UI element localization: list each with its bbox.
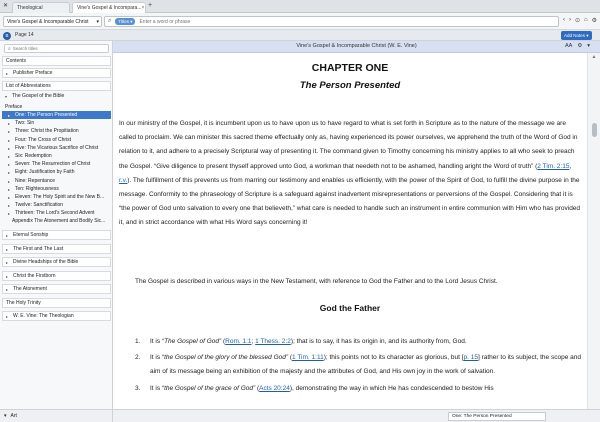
sidebar-item[interactable] [2,177,111,185]
chevron-right-icon[interactable]: ▸ [8,210,11,216]
sidebar-item-label: List of Abbreviations [6,83,51,89]
list-text: ( [255,384,260,392]
list-text: ( [221,338,226,345]
list-text: ); this points not to its character as glorious, but [ [323,354,464,362]
sidebar-search-box[interactable] [4,44,109,53]
section-heading: God the Father [319,303,381,313]
search-icon: ⌕ [108,18,112,24]
sidebar-item[interactable] [2,298,111,308]
chevron-right-icon[interactable]: ▸ [6,70,9,76]
sidebar-search-input[interactable] [13,46,103,51]
add-notes-button[interactable]: Add Notes ▾ [561,31,592,40]
scripture-link[interactable]: 2 Tim. 2:15 [537,162,570,170]
search-scope-dropdown[interactable]: Titles ▾ [115,18,135,25]
sidebar-item[interactable] [2,217,111,225]
scroll-thumb[interactable] [592,123,597,137]
chevron-right-icon[interactable]: ▸ [6,286,9,292]
toc-sidebar [0,41,113,409]
page-strip [0,30,600,41]
sidebar-item-label: The First and The Last [13,246,64,252]
sidebar-item[interactable] [2,201,111,209]
back-arrow-icon[interactable]: ‹ [563,17,565,23]
scripture-link[interactable]: Acts 20:24 [259,384,290,392]
list-number: 1. [135,338,141,345]
list-text: It is [150,354,162,362]
chevron-right-icon[interactable]: ▸ [8,161,11,167]
list-item [135,351,581,379]
numbered-list [135,335,581,398]
chevron-right-icon[interactable]: ▸ [8,194,11,200]
paragraph-text: ). The fulfillment of this prevents us from marring our testimony and enables us efficiently, with the power of the Spirit of God, to fulfill the divine purpose in the message. Conformity to the phraseology of Scripture is a safeguard against inadvertent misrepresentations or perversions of the Gospel. Considering that it is “the power of God unto salvation to every one that believeth,” what care is needed to handle such an instrument in entire communion with Him who has provided it, and in strict accordance with what His Word says concerning it! [119,176,581,227]
chevron-right-icon[interactable]: ▸ [6,259,9,265]
sidebar-item-label: The Holy Trinity [6,300,41,306]
chevron-right-icon[interactable]: ▸ [8,128,11,134]
sidebar-item[interactable] [2,257,111,267]
sidebar-item[interactable] [2,119,111,127]
sidebar-item-label: W. E. Vine: The Theologian [13,313,74,319]
search-input[interactable] [139,18,439,26]
toolbar [0,13,600,30]
sidebar-item-label: Nine: Repentance [15,178,56,184]
sidebar-footer-label: Art [10,413,17,419]
sidebar-item[interactable] [2,271,111,281]
location-field[interactable]: One: The Person Presented [448,412,546,421]
status-bar [113,409,600,422]
chevron-right-icon[interactable]: ▸ [8,169,11,175]
search-box[interactable] [104,16,559,27]
gear-icon[interactable]: ⚙ [577,43,583,49]
paragraph-text: , [569,162,572,170]
version-link[interactable]: r.v. [119,176,128,184]
list-number: 3. [135,384,141,392]
paragraph: The Gospel is described in various ways in the New Testament, with reference to God the Father and to the Lord Jesus Christ. [135,278,498,285]
sidebar-footer[interactable] [0,409,113,422]
book-icon[interactable]: B [3,32,11,40]
page-label: Page 14 [15,32,34,38]
sidebar-item[interactable] [2,152,111,160]
chevron-right-icon[interactable]: ▸ [8,137,11,143]
chevron-right-icon[interactable]: ▸ [8,178,11,184]
chevron-right-icon[interactable]: ▸ [8,202,11,208]
sidebar-item-label: Thirteen: The Lord's Second Advent [15,210,95,216]
scrollbar[interactable] [587,53,600,409]
reading-pane [113,53,587,409]
sidebar-item[interactable] [2,136,111,144]
tab-vines-gospel[interactable] [72,2,146,13]
sidebar-item-label: Eternal Sonship [13,232,49,238]
sidebar-item-label: Seven: The Resurrection of Christ [15,161,91,167]
sidebar-item[interactable] [2,92,111,100]
scripture-link[interactable]: 1 Tim. 1:11 [292,354,324,362]
sidebar-item[interactable] [2,144,111,152]
sidebar-item[interactable] [2,311,111,321]
tab-label: Vine's Gospel & Incompara... [77,5,142,11]
chevron-right-icon[interactable]: ▸ [6,246,9,252]
sidebar-item[interactable] [2,127,111,135]
sidebar-item-label: Christ the Firstborn [13,273,56,279]
sidebar-item[interactable] [2,284,111,294]
chevron-right-icon[interactable]: ▸ [8,112,11,118]
list-text: ), demonstrating the way in which He has condescended to bestow His [289,384,494,392]
sidebar-item[interactable] [2,193,111,201]
chevron-down-icon[interactable]: ▾ [587,43,591,49]
sidebar-item-label: Two: Sin [15,120,35,126]
sidebar-item[interactable] [2,68,111,78]
list-text: It is [150,384,162,392]
list-text: ] rather to its subject, the scope and aim of its message being an exhibition of the majesty and the attributes of God, and His own joy in the work of salvation. [150,354,581,376]
sidebar-item-label: Preface [5,104,23,110]
chevron-down-icon: ▾ [4,413,7,419]
content-header [113,41,600,53]
sidebar-item-label: Ten: Righteousness [15,186,59,192]
sidebar-item[interactable] [2,111,111,119]
search-icon: ⌕ [8,45,11,52]
sidebar-item-label: Publisher Preface [13,70,53,76]
sidebar-item-label: The Gospel of the Bible [12,93,65,99]
chapter-number: CHAPTER ONE [311,62,389,74]
sidebar-item-label: Eight: Justification by Faith [15,169,75,175]
scripture-link[interactable]: 1 Thess. 2:2 [255,338,291,345]
list-quote: “the Gospel of the glory of the blessed God” [161,354,289,362]
page-link[interactable]: p. 15 [463,354,478,362]
toolbar-icons [563,17,597,24]
forward-arrow-icon[interactable]: › [569,17,571,23]
tab-close-icon[interactable]: × [141,5,145,11]
chapter-title: The Person Presented [299,80,401,91]
scripture-link[interactable]: Rom. 1:1 [225,338,252,345]
book-select[interactable] [3,16,102,27]
sidebar-item[interactable] [2,209,111,217]
sidebar-item-label: Six: Redemption [15,153,52,159]
chevron-right-icon[interactable]: ▸ [8,120,11,126]
list-text: It is [150,338,162,345]
sidebar-item[interactable] [2,103,111,111]
sidebar-item[interactable] [2,185,111,193]
tab-bar [0,0,600,13]
sidebar-item[interactable] [2,230,111,240]
sidebar-item-label: Four: The Cross of Christ [15,137,72,143]
new-tab-button[interactable]: + [148,2,153,9]
sidebar-item-label: Divine Headships of the Bible [13,259,79,265]
content-tools [565,43,590,49]
font-size-icon[interactable]: AA [565,43,573,49]
settings-icon[interactable]: ⚙ [591,18,598,24]
content-title: Vine's Gospel & Incomparable Christ (W. E. Vine) [296,43,417,49]
chevron-right-icon[interactable]: ▸ [8,145,11,151]
window-close-icon[interactable]: ✕ [3,3,9,9]
chevron-down-icon: ▾ [96,18,99,25]
list-text: ( [288,354,293,362]
chevron-down-icon[interactable]: ▾ [5,93,8,99]
sidebar-item-label: Five: The Vicarious Sacrifice of Christ [15,145,99,151]
chevron-right-icon[interactable]: ▸ [6,232,9,238]
sidebar-item-label: The Atonement [13,286,47,292]
list-text: ; [251,338,256,345]
sidebar-item-label: Twelve: Sanctification [15,202,64,208]
sidebar-item[interactable] [2,56,111,66]
sidebar-item-label: Appendix The Atonement and Bodily Sic... [12,218,106,224]
tab-label: Theological [17,5,43,11]
book-select-value: Vine's Gospel & Incomparable Christ [7,18,89,25]
sidebar-item[interactable] [2,81,111,91]
list-item [135,382,581,396]
scroll-up-icon[interactable]: ▲ [591,54,597,60]
chevron-right-icon[interactable]: ▸ [6,313,9,319]
tab-theological[interactable] [12,2,70,13]
sidebar-item-label: One: The Person Presented [15,112,78,118]
list-quote: “The Gospel of God” [161,338,222,345]
chevron-right-icon[interactable]: ▸ [6,273,9,279]
bookmark-icon[interactable]: ⊙ [575,18,581,24]
home-icon[interactable]: ⌂ [584,17,588,23]
chevron-right-icon[interactable]: ▸ [8,186,11,192]
list-quote: “the Gospel of the grace of God” [161,384,256,392]
sidebar-item[interactable] [2,160,111,168]
chevron-right-icon[interactable]: ▸ [8,153,11,159]
sidebar-item[interactable] [2,168,111,176]
list-text: ); that is to say, it has its origin in, and its authority from, God. [290,338,467,345]
sidebar-item-label: Contents [6,58,27,64]
sidebar-item-label: Three: Christ the Propitiation [15,128,79,134]
list-item [135,335,581,349]
sidebar-item[interactable] [2,244,111,254]
paragraph [119,117,581,231]
paragraph-text: In our ministry of the Gospel, it is incumbent upon us to have upon us to have regard to what is set forth in Scripture as to the nature of the message we are called to proclaim. We can minister this sacred theme effectually only as, having experienced its power ourselves, we apprehend the truth of the Word of God in relation to it, and adhere to a precisely Scriptural way of presenting it. The command given to Timothy concerning his ministry applies to all who seek to preach the Gospel. “Give diligence to present thyself approved unto God, a workman that needeth not to be ashamed, handling aright the Word of truth” ( [119,120,578,170]
list-number: 2. [135,354,141,362]
sidebar-item-label: Eleven: The Holy Spirit and the New B... [15,194,105,200]
